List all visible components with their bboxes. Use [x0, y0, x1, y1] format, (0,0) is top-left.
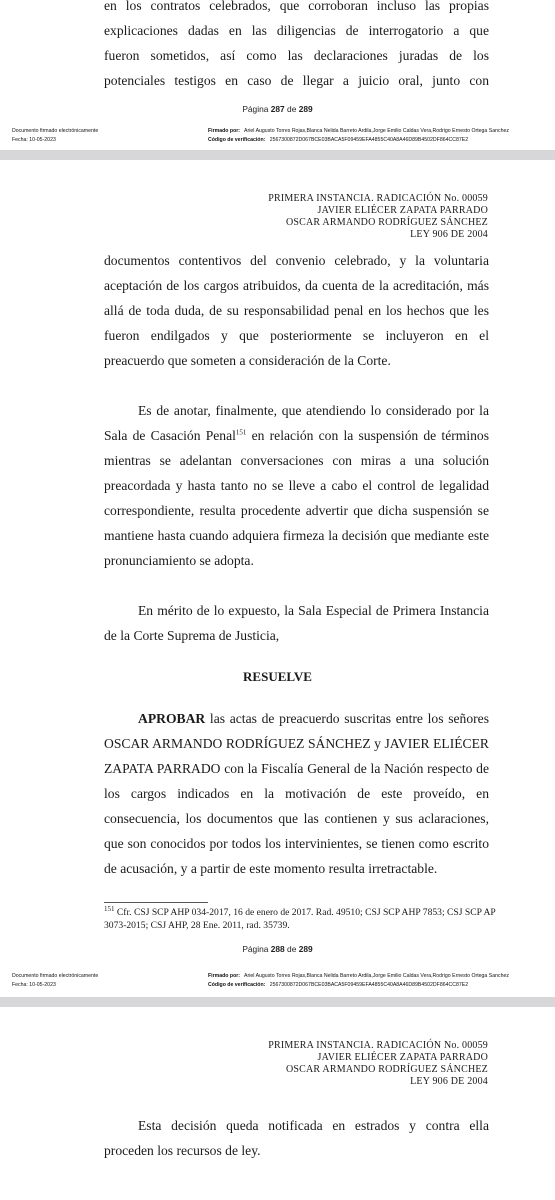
text-line: fueron sometidos, así como las declaraciones juradas de los: [104, 48, 489, 63]
paragraph: APROBAR las actas de preacuerdo suscritas entre los señores OSCAR ARMANDO RODRÍGUEZ SÁNCHEZ y JAVIER ELIÉCER ZAPATA PARRADO con la Fiscalía General de la Nación respecto de los cargos indicados en la motivación de este proveído, en consecuencia, los documentos que las contienen y sus aclaraciones, que son conocidos por todos los intervinientes, se tienen como escrito de acusación, y a partir de este momento resulta irretractable.: [104, 711, 489, 876]
signature-right: Firmado por: Ariel Augusto Torres Rojas,Blanca Nelida Barreto Ardila,Jorge Emilio Caldas Vera,Rodrigo Ernesto Ortega Sanchez Código de verificación: 2567300872D067BCE03BACA5F09459EFA4855C40A8A46D89B4502DF864CC87E2: [208, 973, 509, 988]
paragraph: documentos contentivos del convenio celebrado, y la voluntaria aceptación de los cargos atribuidos, da cuenta de la acreditación, más allá de toda duda, de su responsabilidad penal en los hechos que les fueron endilgados y que posteriormente se incluyeron en el preacuerdo que someten a consideración de la Corte.: [104, 253, 489, 368]
text-line: en los contratos celebrados, que corroboran incluso las propias: [104, 0, 489, 13]
signature-left: Documento firmado electrónicamente Fecha: 10-05-2023: [12, 128, 99, 143]
page-header: PRIMERA INSTANCIA. RADICACIÓN No. 00059 JAVIER ELIÉCER ZAPATA PARRADO OSCAR ARMANDO RODRÍGUEZ SÁNCHEZ LEY 906 DE 2004: [268, 1040, 488, 1087]
page-288-resolution: [104, 706, 489, 881]
page-288-body: [104, 248, 489, 648]
footnote-ref: 151: [235, 428, 247, 437]
signature-left: Documento firmado electrónicamente Fecha: 10-05-2023: [12, 973, 99, 988]
page-header: PRIMERA INSTANCIA. RADICACIÓN No. 00059 JAVIER ELIÉCER ZAPATA PARRADO OSCAR ARMANDO RODRÍGUEZ SÁNCHEZ LEY 906 DE 2004: [268, 193, 488, 240]
section-heading: RESUELVE: [243, 669, 312, 684]
page-number: Página 287 de 289: [242, 104, 313, 114]
document-page-289: [0, 1007, 555, 1200]
footnote-divider: [104, 902, 208, 903]
text-line: explicaciones dadas en las diligencias de interrogatorio a que: [104, 23, 489, 38]
page-287-text: [104, 0, 489, 93]
paragraph: Esta decisión queda notificada en estrados y contra ella proceden los recursos de ley.: [104, 1118, 489, 1158]
paragraph: En mérito de lo expuesto, la Sala Especial de Primera Instancia de la Corte Suprema de Justicia,: [104, 603, 489, 643]
document-page-288: [0, 160, 555, 997]
footnote: $^{151}$ Cfr. CSJ SCP AHP 034-2017, 16 de enero de 2017. Rad. 49510; CSJ SCP AHP 7853; CSJ SCP AP 3073-2015; CSJ AHP, 28 Ene. 2011, rad. 35739.: [104, 904, 496, 931]
document-page-287: [0, 0, 555, 150]
paragraph: Es de anotar, finalmente, que atendiendo lo considerado por la Sala de Casación Penal$^{151}$ en relación con la suspensión de términos mientras se adelantan conversaciones con miras a una solución preacordada y hasta tanto no se lleve a cabo el control de legalidad correspondiente, resulta procedente advertir que dicha suspensión se mantiene hasta cuando adquiera firmeza la decisión que mediante este pronunciamiento se adopta.: [104, 403, 489, 568]
page-number: Página 288 de 289: [242, 944, 313, 954]
signature-right: Firmado por: Ariel Augusto Torres Rojas,Blanca Nelida Barreto Ardila,Jorge Emilio Caldas Vera,Rodrigo Ernesto Ortega Sanchez Código de verificación: 2567300872D067BCE03BACA5F09459EFA4855C40A8A46D89B4502DF864CC87E2: [208, 128, 509, 143]
text-line: potenciales testigos en caso de llegar a juicio oral, junto con: [104, 73, 489, 88]
page-289-body: [104, 1113, 489, 1163]
